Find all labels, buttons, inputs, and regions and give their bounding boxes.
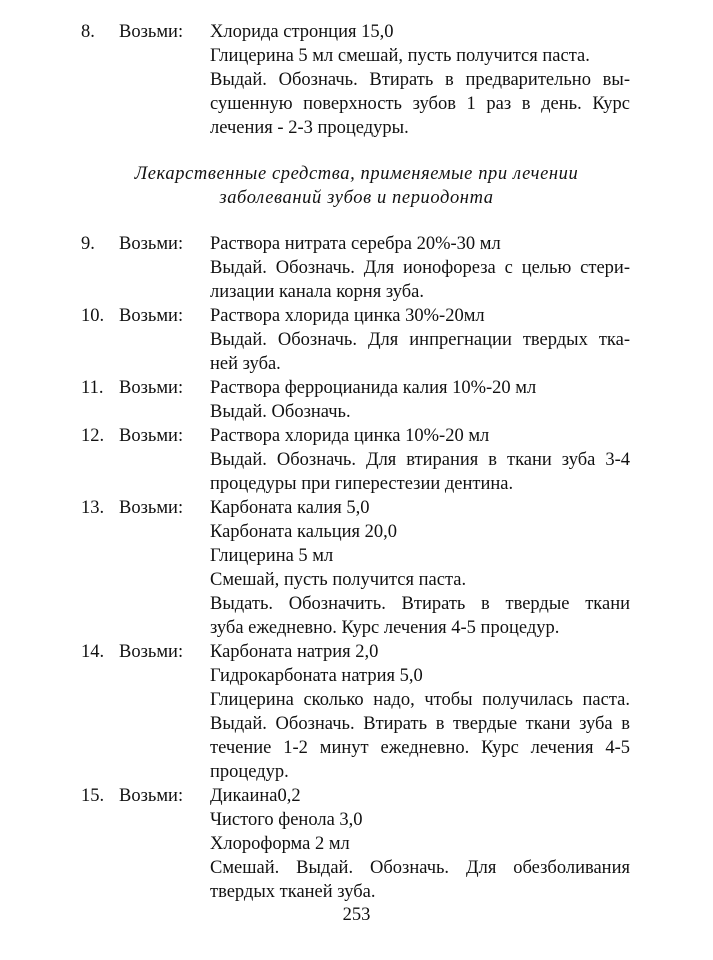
recipe-line: Чистого фенола 3,0 [210,810,363,830]
recipe-number: 8. [81,22,95,42]
recipe-take-label: Возьми: [119,642,184,662]
recipe-line: Раствора нитрата серебра 20%-30 мл [210,234,501,254]
recipe-line: твердых тканей зуба. [210,882,376,902]
recipe-line: процедуры при гиперестезии дентина. [210,474,514,494]
recipe-line: Карбоната кальция 20,0 [210,522,398,542]
recipe-line: Смешай, пусть получится паста. [210,570,467,590]
recipe-line: Выдай. Обозначь. Для втирания в ткани зуба 3-4 [210,450,630,470]
recipe-line: Раствора хлорида цинка 30%-20мл [210,306,485,326]
recipe-line: Выдай. Обозначь. Для инпрегнации твердых тка- [210,330,630,350]
recipe-line: ней зуба. [210,354,281,374]
recipe-line: Глицерина 5 мл [210,546,334,566]
recipe-take-label: Возьми: [119,498,184,518]
recipe-line: лизации канала корня зуба. [210,282,424,302]
recipe-line: Выдай. Обозначь. Для ионофореза с целью стери- [210,258,630,278]
recipe-line: Карбоната натрия 2,0 [210,642,379,662]
recipe-number: 13. [81,498,105,518]
recipe-number: 12. [81,426,105,446]
recipe-take-label: Возьми: [119,306,184,326]
recipe-number: 10. [81,306,105,326]
recipe-number: 15. [81,786,105,806]
recipe-line: Выдай. Обозначь. [210,402,351,422]
section-heading-line: заболеваний зубов и периодонта [219,188,494,208]
section-heading-line: Лекарственные средства, применяемые при лечении [134,164,579,184]
recipe-line: Раствора хлорида цинка 10%-20 мл [210,426,490,446]
recipe-line: Хлорида стронция 15,0 [210,22,394,42]
recipe-line: Глицерина сколько надо, чтобы получилась паста. [210,690,630,710]
recipe-line: Глицерина 5 мл смешай, пусть получится паста. [210,46,590,66]
recipe-number: 11. [81,378,104,398]
recipe-line: процедур. [210,762,289,782]
recipe-line: зуба ежедневно. Курс лечения 4-5 процедур. [210,618,560,638]
recipe-take-label: Возьми: [119,786,184,806]
recipe-line: Выдать. Обозначить. Втирать в твердые ткани [210,594,630,614]
recipe-take-label: Возьми: [119,234,184,254]
recipe-line: сушенную поверхность зубов 1 раз в день. Курс [210,94,630,114]
recipe-line: Выдай. Обозначь. Втирать в твердые ткани зуба в [210,714,630,734]
recipe-line: Гидрокарбоната натрия 5,0 [210,666,423,686]
recipe-take-label: Возьми: [119,426,184,446]
recipe-line: Карбоната калия 5,0 [210,498,370,518]
recipe-line: Смешай. Выдай. Обозначь. Для обезболивания [210,858,630,878]
recipe-take-label: Возьми: [119,378,184,398]
page-number: 253 [342,905,371,925]
recipe-line: Дикаина0,2 [210,786,301,806]
recipe-line: Выдай. Обозначь. Втирать в предварительно вы- [210,70,630,90]
recipe-line: Раствора ферроцианида калия 10%-20 мл [210,378,537,398]
recipe-number: 9. [81,234,95,254]
recipe-line: Хлороформа 2 мл [210,834,350,854]
recipe-line: лечения - 2-3 процедуры. [210,118,409,138]
recipe-take-label: Возьми: [119,22,184,42]
recipe-line: течение 1-2 минут ежедневно. Курс лечения 4-5 [210,738,630,758]
recipe-number: 14. [81,642,105,662]
